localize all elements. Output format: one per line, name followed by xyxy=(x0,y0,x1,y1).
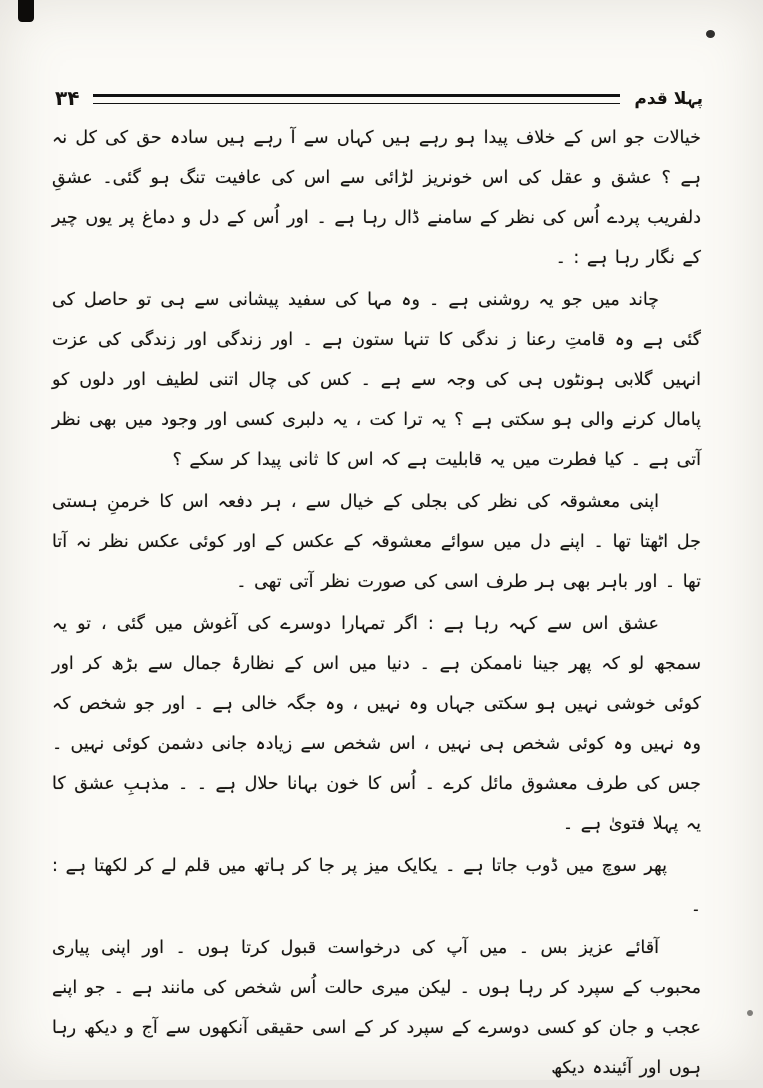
paragraph: خیالات جو اس کے خلاف پیدا ہو رہے ہیں کہاں سے آ رہے ہیں سادہ حق کی کل نہ ہے ؟ عشق و عقل کی اس خونریز لڑائی سے اس کی عافیت تنگ ہو گئی۔ عشقِ دلفریب پردے اُس کی نظر کے سامنے ڈال رہا ہے ۔ اور اُس کے دل و دماغ پر یوں چیر کے نگار رہا ہے : ۔ xyxy=(52,128,701,268)
paragraph: پھر سوچ میں ڈوب جاتا ہے ۔ یکایک میز پر جا کر ہاتھ میں قلم لے کر لکھتا ہے : ۔ xyxy=(52,856,701,916)
scan-artifact-top-right xyxy=(706,30,715,38)
paragraph: عشق اس سے کہہ رہا ہے : اگر تمہارا دوسرے کی آغوش میں گئی ، تو یہ سمجھ لو کہ پھر جینا ناممکن ہے ۔ دنیا میں اس کے نظارۂ جمال سے بڑھ کر اور کوئی خوشی نہیں ہو سکتی جہاں وہ نہیں ، وہ جگہ خالی ہے ۔ اور جو شخص کہ وہ نہیں وہ کوئی شخص ہی نہیں ، اس شخص سے زیادہ جانی دشمن کوئی نہیں ۔ جس کی طرف معشوق مائل کرے ۔ اُس کا خون بہانا حلال ہے ۔ ۔ مذہبِ عشق کا یہ پہلا فتویٰ ہے ۔ xyxy=(52,614,701,834)
paragraph: اپنی معشوقہ کی نظر کی بجلی کے خیال سے ، ہر دفعہ اس کا خرمنِ ہستی جل اٹھتا تھا ۔ اپنے دل میں سوائے معشوقہ کے عکس کے اور کوئی عکس نظر نہ آتا تھا ۔ اور باہر بھی ہر طرف اسی کی صورت نظر آتی تھی ۔ xyxy=(52,492,701,592)
scan-artifact-bottom-right xyxy=(747,1010,753,1016)
scan-artifact-top-left xyxy=(18,0,34,22)
body-text xyxy=(52,118,701,1078)
page-number: ۳۴ xyxy=(55,86,80,110)
paragraph: آقائے عزیز بس ۔ میں آپ کی درخواست قبول کرتا ہوں ۔ اور اپنی پیاری محبوب کے سپرد کر رہا ہوں ۔ لیکن میری حالت اُس شخص کی مانند ہے ۔ جو اپنے عجب و جان کو کسی دوسرے کے سپرد کر کے اسی حقیقی آنکھوں سے آج و دیکھ رہا ہوں اور آئیندہ دیکھ xyxy=(52,938,701,1078)
header-rule xyxy=(93,94,620,104)
paragraph: چاند میں جو یہ روشنی ہے ۔ وہ مہا کی سفید پیشانی سے ہی تو حاصل کی گئی ہے وہ قامتِ رعنا ز ندگی کا تنہا ستون ہے ۔ اور زندگی اور زندگی کی عزت انہیں گلابی ہونٹوں ہی کی وجہ سے ہے ۔ کس کی چال اتنی لطیف اور دلوں کو پامال کرنے والی ہو سکتی ہے ؟ یہ ترا کت ، یہ دلبری کسی اور وجود میں بھی نظر آتی ہے ۔ کیا فطرت میں یہ قابلیت ہے کہ اس کا ثانی پیدا کر سکے ؟ xyxy=(52,290,701,470)
page-header xyxy=(55,86,703,110)
chapter-title: پہلا قدم xyxy=(634,88,703,109)
